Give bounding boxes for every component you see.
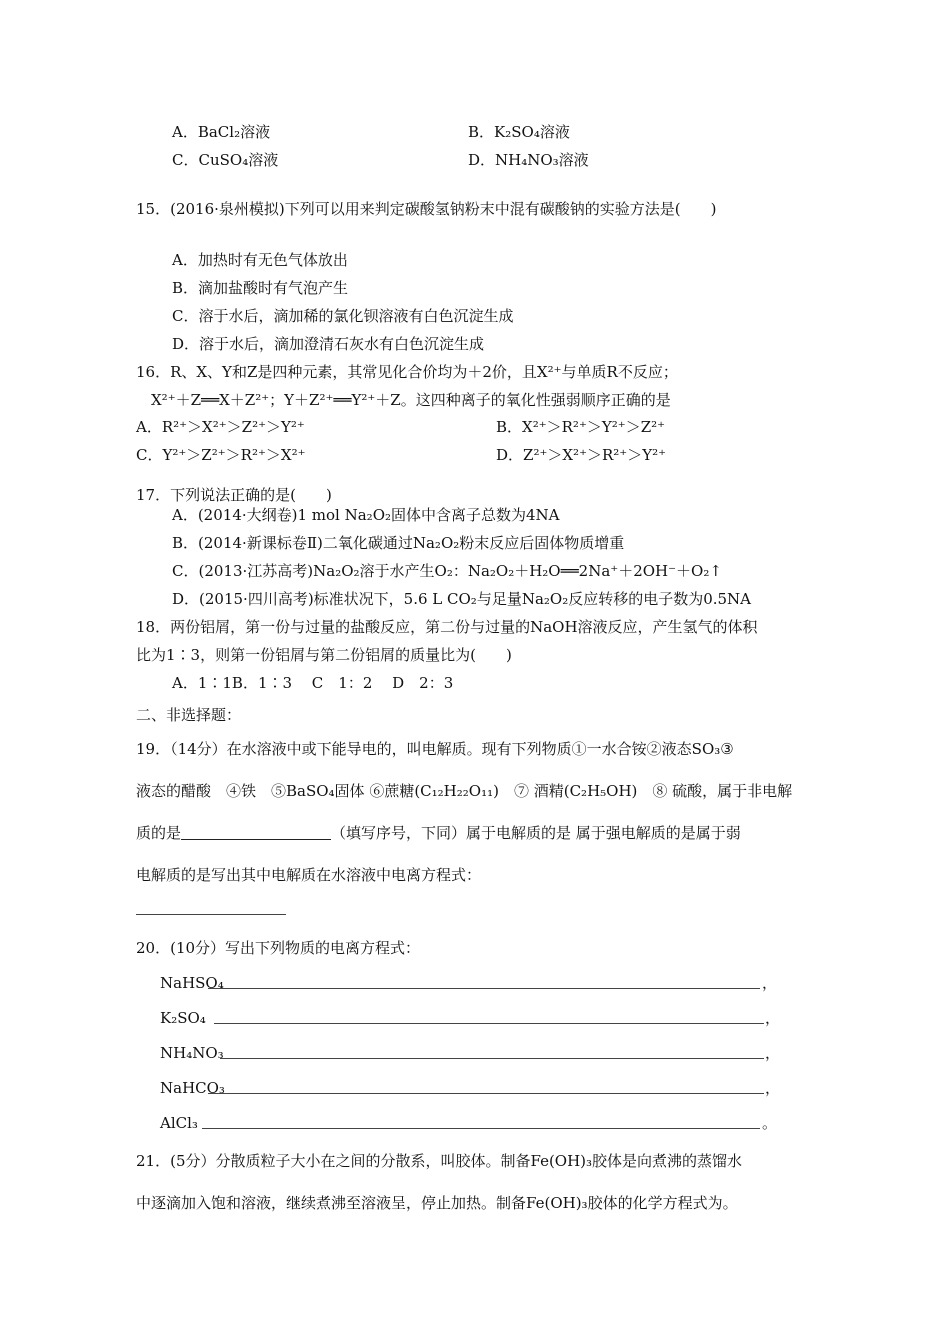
q20-end-nahco3: ， [765,1079,781,1097]
q14-option-a: A．BaCl₂溶液 [172,123,271,141]
q17-option-c: C．(2013·江苏高考)Na₂O₂溶于水产生O₂：Na₂O₂＋H₂O══2Na⁺＋2OH⁻＋O₂↑ [172,562,722,580]
q15-option-c: C．溶于水后，滴加稀的氯化钡溶液有白色沉淀生成 [172,307,514,325]
q20-blank-nahso4[interactable] [208,988,760,989]
q20-item-k2so4: K₂SO₄ [160,1009,206,1027]
q17-option-b: B．(2014·新课标卷Ⅱ)二氧化碳通过Na₂O₂粉末反应后固体物质增重 [172,534,625,552]
q19-answer-line[interactable] [136,914,286,915]
q20-item-nh4no3: NH₄NO₃ [160,1044,224,1062]
q15-option-b: B．滴加盐酸时有气泡产生 [172,279,349,297]
q16-stem-line1: 16．R、X、Y和Z是四种元素，其常见化合价均为＋2价，且X²⁺与单质R不反应； [136,363,678,381]
q14-option-b: B．K₂SO₄溶液 [468,123,570,141]
q16-option-a: A．R²⁺＞X²⁺＞Z²⁺＞Y²⁺ [136,418,305,436]
q15-option-d: D．溶于水后，滴加澄清石灰水有白色沉淀生成 [172,335,485,353]
q14-option-d: D．NH₄NO₃溶液 [468,151,589,169]
q15-stem: 15．(2016·泉州模拟)下列可以用来判定碳酸氢钠粉末中混有碳酸钠的实验方法是( ) [136,200,717,218]
q20-item-nahso4: NaHSO₄ [160,974,224,992]
q20-stem: 20．(10分）写出下列物质的电离方程式： [136,939,421,957]
q14-option-c: C．CuSO₄溶液 [172,151,279,169]
q16-stem-line2: X²⁺＋Z══X＋Z²⁺；Y＋Z²⁺══Y²⁺＋Z。这四种离子的氧化性强弱顺序正确的是 [151,391,671,409]
q20-item-alcl3: AlCl₃ [160,1114,198,1132]
q16-option-d: D．Z²⁺＞X²⁺＞R²⁺＞Y²⁺ [496,446,667,464]
q18-stem-line1: 18．两份铝屑，第一份与过量的盐酸反应，第二份与过量的NaOH溶液反应，产生氢气的体积 [136,618,758,636]
q19-line3 [136,823,741,843]
q20-end-alcl3: 。 [762,1114,778,1132]
section-heading: 二、非选择题： [136,706,242,724]
q17-option-d: D．(2015·四川高考)标准状况下，5.6 L CO₂与足量Na₂O₂反应转移的电子数为0.5NA [172,590,752,608]
q17-option-a: A．(2014·大纲卷)1 mol Na₂O₂固体中含离子总数为4NA [172,506,560,524]
q20-blank-k2so4[interactable] [214,1023,764,1024]
q20-end-nahso4: ， [762,974,778,992]
q19-answer-blank[interactable] [181,825,331,840]
q16-option-b: B．X²⁺＞R²⁺＞Y²⁺＞Z²⁺ [496,418,666,436]
q18-stem-line2: 比为1∶3，则第一份铝屑与第二份铝屑的质量比为( ) [136,646,512,664]
q19-line3-prefix: 质的是 [136,824,182,842]
q21-line1: 21．(5分）分散质粒子大小在之间的分散系，叫胶体。制备Fe(OH)₃胶体是向煮沸的蒸馏水 [136,1152,743,1170]
q21-line2: 中逐滴加入饱和溶液，继续煮沸至溶液呈，停止加热。制备Fe(OH)₃胶体的化学方程式为。 [136,1194,738,1212]
q15-option-a: A．加热时有无色气体放出 [172,251,348,269]
q19-line4: 电解质的是写出其中电解质在水溶液中电离方程式： [136,866,482,884]
q19-line1: 19．（14分）在水溶液中或下能导电的，叫电解质。现有下列物质①一水合铵②液态SO₃③ [136,740,734,758]
q16-option-c: C．Y²⁺＞Z²⁺＞R²⁺＞X²⁺ [136,446,306,464]
q20-end-k2so4: ， [765,1009,781,1027]
q20-end-nh4no3: ， [765,1044,781,1062]
q20-blank-nahco3[interactable] [208,1093,764,1094]
q19-line3-suffix: （填写序号，下同）属于电解质的是 属于强电解质的是属于弱 [331,824,741,842]
q19-line2: 液态的醋酸 ④铁 ⑤BaSO₄固体 ⑥蔗糖(C₁₂H₂₂O₁₁) ⑦ 酒精(C₂H₅OH) ⑧ 硫酸，属于非电解 [136,782,793,800]
q18-options: A．1∶1B．1∶3 C 1：2 D 2：3 [172,674,454,692]
q20-item-nahco3: NaHCO₃ [160,1079,225,1097]
q20-blank-nh4no3[interactable] [220,1058,764,1059]
q17-stem: 17．下列说法正确的是( ) [136,486,332,504]
q20-blank-alcl3[interactable] [202,1128,760,1129]
